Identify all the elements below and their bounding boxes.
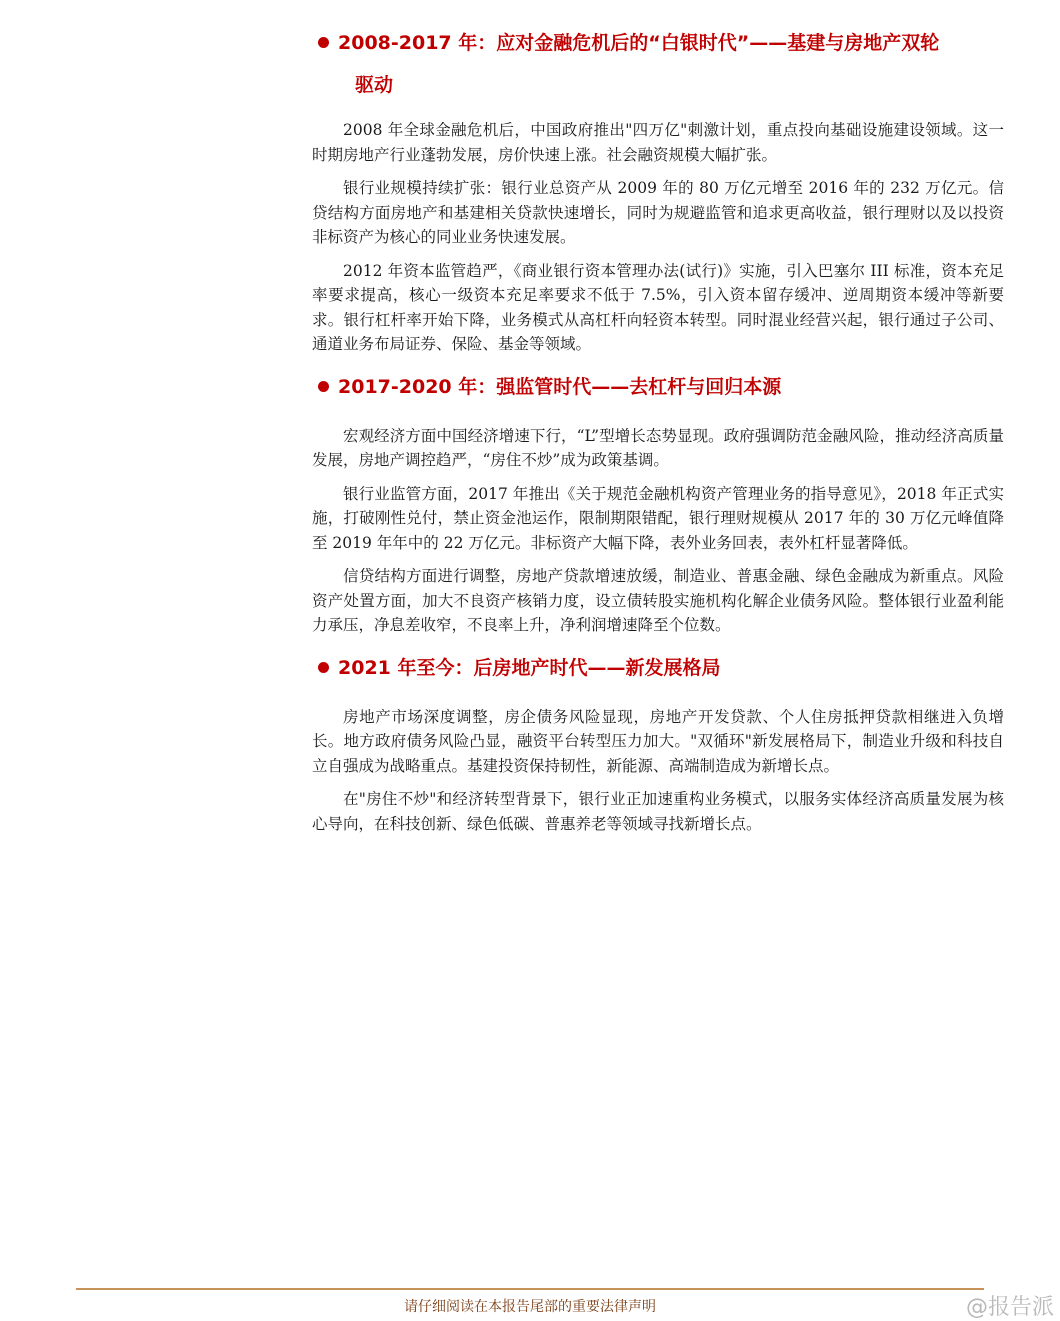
paragraph: 信贷结构方面进行调整，房地产贷款增速放缓，制造业、普惠金融、绿色金融成为新重点。风险资产处置方面，加大不良资产核销力度，设立债转股实施机构化解企业债务风险。整体银行业盈利能力承压，净息差收窄，不良率上升，净利润增速降至个位数。 — [312, 567, 1004, 634]
bullet-icon — [318, 662, 329, 673]
footer-divider — [76, 1288, 984, 1290]
section-heading-text: 2017-2020 年：强监管时代——去杠杆与回归本源 — [338, 375, 782, 398]
paragraph: 2012 年资本监管趋严，《商业银行资本管理办法(试行)》实施，引入巴塞尔 III 标准，资本充足率要求提高，核心一级资本充足率要求不低于 7.5%，引入资本留存缓冲、逆周期资本缓冲等新要求。银行杠杆率开始下降，业务模式从高杠杆向轻资本转型。同时混业经营兴起，银行通过子公司、通道业务布局证券、保险、基金等领域。 — [312, 261, 1004, 353]
paragraph: 房地产市场深度调整，房企债务风险显现，房地产开发贷款、个人住房抵押贷款相继进入负增长。地方政府债务风险凸显，融资平台转型压力加大。"双循环"新发展格局下，制造业升级和科技自立自强成为战略重点。基建投资保持韧性，新能源、高端制造成为新增长点。 — [312, 707, 1004, 775]
section-heading-2021-now — [312, 647, 1004, 689]
paragraph: 2008 年全球金融危机后，中国政府推出"四万亿"刺激计划，重点投向基础设施建设领域。这一时期房地产行业蓬勃发展，房价快速上涨。社会融资规模大幅扩张。 — [312, 121, 1004, 164]
paragraph: 银行业监管方面，2017 年推出《关于规范金融机构资产管理业务的指导意见》，2018 年正式实施，打破刚性兑付，禁止资金池运作，限制期限错配，银行理财规模从 2017 年的 30 万亿元峰值降至 2019 年年中的 22 万亿元。非标资产大幅下降，表外业务回表，表外杠杆显著降低。 — [312, 484, 1004, 552]
watermark: @报告派 — [965, 1295, 1054, 1320]
paragraph: 银行业规模持续扩张：银行业总资产从 2009 年的 80 万亿元增至 2016 年的 232 万亿元。信贷结构方面房地产和基建相关贷款快速增长，同时为规避监管和追求更高收益，银行理财以及以投资非标资产为核心的同业业务快速发展。 — [312, 179, 1004, 246]
report-body — [312, 22, 1004, 845]
section-heading-2008-2017 — [312, 22, 1004, 106]
footer-disclaimer: 请仔细阅读在本报告尾部的重要法律声明 — [404, 1299, 656, 1315]
bullet-icon — [318, 37, 329, 48]
section-heading-2017-2020 — [312, 366, 1004, 408]
section-heading-text: 2021 年至今：后房地产时代——新发展格局 — [338, 656, 721, 679]
section-heading-text-cont: 驱动 — [355, 74, 394, 96]
bullet-icon — [318, 381, 329, 392]
paragraph: 在"房住不炒"和经济转型背景下，银行业正加速重构业务模式，以服务实体经济高质量发展为核心导向，在科技创新、绿色低碳、普惠养老等领域寻找新增长点。 — [312, 790, 1004, 833]
paragraph: 宏观经济方面中国经济增速下行，“L”型增长态势显现。政府强调防范金融风险，推动经济高质量发展，房地产调控趋严，“房住不炒”成为政策基调。 — [312, 426, 1004, 469]
section-heading-text: 2008-2017 年：应对金融危机后的“白银时代”——基建与房地产双轮 — [338, 32, 940, 54]
